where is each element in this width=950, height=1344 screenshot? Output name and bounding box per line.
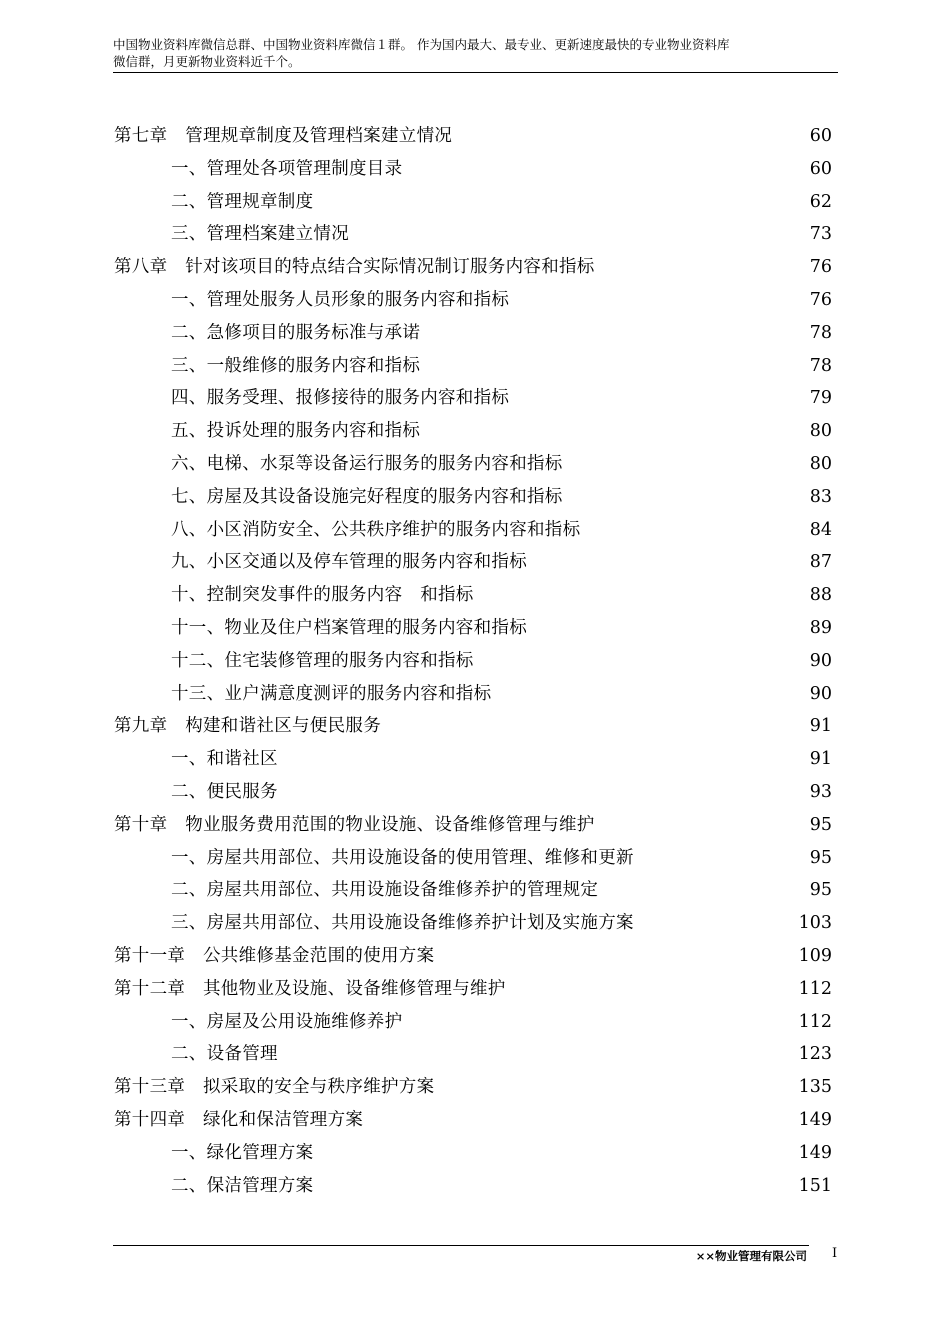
toc-section-entry[interactable] [114, 153, 832, 186]
toc-section-entry[interactable] [114, 842, 832, 875]
footer-divider [113, 1245, 809, 1246]
toc-section-entry[interactable] [114, 907, 832, 940]
toc-section-entry[interactable] [114, 481, 832, 514]
toc-entry-page-number: 60 [809, 158, 832, 179]
toc-section-entry[interactable] [114, 1038, 832, 1071]
toc-chapter-entry[interactable] [114, 809, 832, 842]
toc-entry-page-number: 83 [809, 486, 832, 507]
toc-entry-title: 第八章 针对该项目的特点结合实际情况制订服务内容和指标 [114, 257, 595, 278]
toc-section-entry[interactable] [114, 546, 832, 579]
toc-entry-page-number: 87 [809, 552, 832, 573]
toc-chapter-entry[interactable] [114, 940, 832, 973]
toc-entry-page-number: 62 [809, 191, 832, 212]
toc-entry-title: 二、便民服务 [171, 781, 278, 802]
toc-entry-page-number: 76 [809, 289, 832, 310]
toc-section-entry[interactable] [114, 1170, 832, 1203]
toc-entry-title: 五、投诉处理的服务内容和指标 [171, 421, 421, 442]
toc-entry-title: 九、小区交通以及停车管理的服务内容和指标 [171, 552, 527, 573]
toc-entry-title: 二、设备管理 [171, 1044, 278, 1065]
toc-entry-title: 第九章 构建和谐社区与便民服务 [114, 716, 381, 737]
toc-entry-title: 十三、业户满意度测评的服务内容和指标 [171, 683, 492, 704]
toc-entry-page-number: 149 [798, 1142, 832, 1163]
toc-entry-page-number: 80 [809, 421, 832, 442]
toc-entry-title: 第七章 管理规章制度及管理档案建立情况 [114, 126, 453, 146]
toc-section-entry[interactable] [114, 612, 832, 645]
toc-section-entry[interactable] [114, 382, 832, 415]
toc-entry-title: 二、管理规章制度 [171, 191, 314, 212]
toc-section-entry[interactable] [114, 1006, 832, 1039]
toc-entry-title: 一、管理处服务人员形象的服务内容和指标 [171, 289, 510, 310]
toc-section-entry[interactable] [114, 678, 832, 711]
toc-entry-page-number: 88 [809, 585, 832, 606]
toc-entry-page-number: 123 [798, 1044, 832, 1065]
toc-entry-title: 一、和谐社区 [171, 749, 278, 770]
toc-section-entry[interactable] [114, 645, 832, 678]
toc-entry-page-number: 78 [809, 322, 832, 343]
toc-entry-page-number: 135 [798, 1077, 832, 1098]
header-line-1: 中国物业资料库微信总群、中国物业资料库微信１群。 作为国内最大、最专业、更新速度最快的专业物业资料库 [113, 37, 730, 52]
toc-entry-title: 一、房屋及公用设施维修养护 [171, 1011, 403, 1032]
toc-section-entry[interactable] [114, 1137, 832, 1170]
toc-entry-page-number: 84 [809, 519, 832, 540]
toc-entry-title: 三、房屋共用部位、共用设施设备维修养护计划及实施方案 [171, 913, 634, 934]
toc-entry-page-number: 78 [809, 355, 832, 376]
toc-entry-page-number: 103 [798, 913, 832, 934]
toc-chapter-entry[interactable] [114, 251, 832, 284]
toc-entry-title: 三、一般维修的服务内容和指标 [171, 355, 421, 376]
toc-entry-page-number: 90 [809, 683, 832, 704]
toc-entry-page-number: 79 [809, 388, 832, 409]
toc-entry-title: 二、急修项目的服务标准与承诺 [171, 322, 421, 343]
toc-section-entry[interactable] [114, 317, 832, 350]
toc-entry-title: 七、房屋及其设备设施完好程度的服务内容和指标 [171, 486, 563, 507]
toc-entry-title: 第十一章 公共维修基金范围的使用方案 [114, 945, 435, 966]
toc-section-entry[interactable] [114, 874, 832, 907]
toc-entry-page-number: 93 [809, 781, 832, 802]
toc-section-entry[interactable] [114, 350, 832, 383]
toc-section-entry[interactable] [114, 415, 832, 448]
toc-entry-page-number: 109 [798, 945, 832, 966]
toc-entry-title: 十、控制突发事件的服务内容 和指标 [171, 585, 474, 606]
toc-entry-page-number: 73 [809, 224, 832, 245]
toc-entry-page-number: 76 [809, 257, 832, 278]
toc-entry-title: 三、管理档案建立情况 [171, 224, 349, 245]
toc-chapter-entry[interactable] [114, 973, 832, 1006]
toc-entry-title: 八、小区消防安全、公共秩序维护的服务内容和指标 [171, 519, 581, 540]
toc-section-entry[interactable] [114, 284, 832, 317]
toc-entry-title: 十二、住宅装修管理的服务内容和指标 [171, 650, 474, 671]
toc-entry-title: 一、绿化管理方案 [171, 1142, 314, 1163]
toc-entry-title: 第十四章 绿化和保洁管理方案 [114, 1109, 364, 1130]
toc-entry-page-number: 151 [798, 1175, 832, 1196]
toc-section-entry[interactable] [114, 776, 832, 809]
toc-entry-page-number: 95 [809, 847, 832, 868]
toc-entry-title: 第十三章 拟采取的安全与秩序维护方案 [114, 1077, 435, 1098]
toc-entry-page-number: 60 [809, 126, 832, 146]
toc-entry-title: 四、服务受理、报修接待的服务内容和指标 [171, 388, 510, 409]
toc-section-entry[interactable] [114, 448, 832, 481]
toc-section-entry[interactable] [114, 743, 832, 776]
toc-chapter-entry[interactable] [114, 710, 832, 743]
toc-entry-page-number: 149 [798, 1109, 832, 1130]
toc-section-entry[interactable] [114, 579, 832, 612]
toc-entry-title: 十一、物业及住户档案管理的服务内容和指标 [171, 617, 527, 638]
toc-chapter-entry[interactable] [114, 1071, 832, 1104]
footer-page-number: I [832, 1246, 838, 1261]
toc-chapter-entry[interactable] [114, 120, 832, 153]
toc-entry-title: 一、房屋共用部位、共用设施设备的使用管理、维修和更新 [171, 847, 634, 868]
table-of-contents [114, 120, 832, 1202]
toc-entry-title: 第十章 物业服务费用范围的物业设施、设备维修管理与维护 [114, 814, 595, 835]
toc-entry-title: 二、保洁管理方案 [171, 1175, 314, 1196]
toc-entry-page-number: 90 [809, 650, 832, 671]
toc-section-entry[interactable] [114, 514, 832, 547]
toc-entry-title: 一、管理处各项管理制度目录 [171, 158, 403, 179]
footer-company-name: ××物业管理有限公司 [695, 1249, 807, 1263]
toc-chapter-entry[interactable] [114, 1104, 832, 1137]
toc-entry-title: 六、电梯、水泵等设备运行服务的服务内容和指标 [171, 453, 563, 474]
toc-entry-page-number: 89 [809, 617, 832, 638]
header-line-2: 微信群，月更新物业资料近千个。 [113, 54, 301, 69]
toc-section-entry[interactable] [114, 218, 832, 251]
toc-entry-page-number: 95 [809, 880, 832, 901]
toc-entry-page-number: 91 [809, 716, 832, 737]
page-header [113, 36, 838, 73]
toc-entry-page-number: 112 [798, 1011, 832, 1032]
toc-entry-title: 二、房屋共用部位、共用设施设备维修养护的管理规定 [171, 880, 599, 901]
toc-entry-page-number: 95 [809, 814, 832, 835]
toc-entry-page-number: 91 [809, 749, 832, 770]
toc-entry-title: 第十二章 其他物业及设施、设备维修管理与维护 [114, 978, 506, 999]
toc-entry-page-number: 112 [798, 978, 832, 999]
toc-entry-page-number: 80 [809, 453, 832, 474]
toc-section-entry[interactable] [114, 186, 832, 219]
